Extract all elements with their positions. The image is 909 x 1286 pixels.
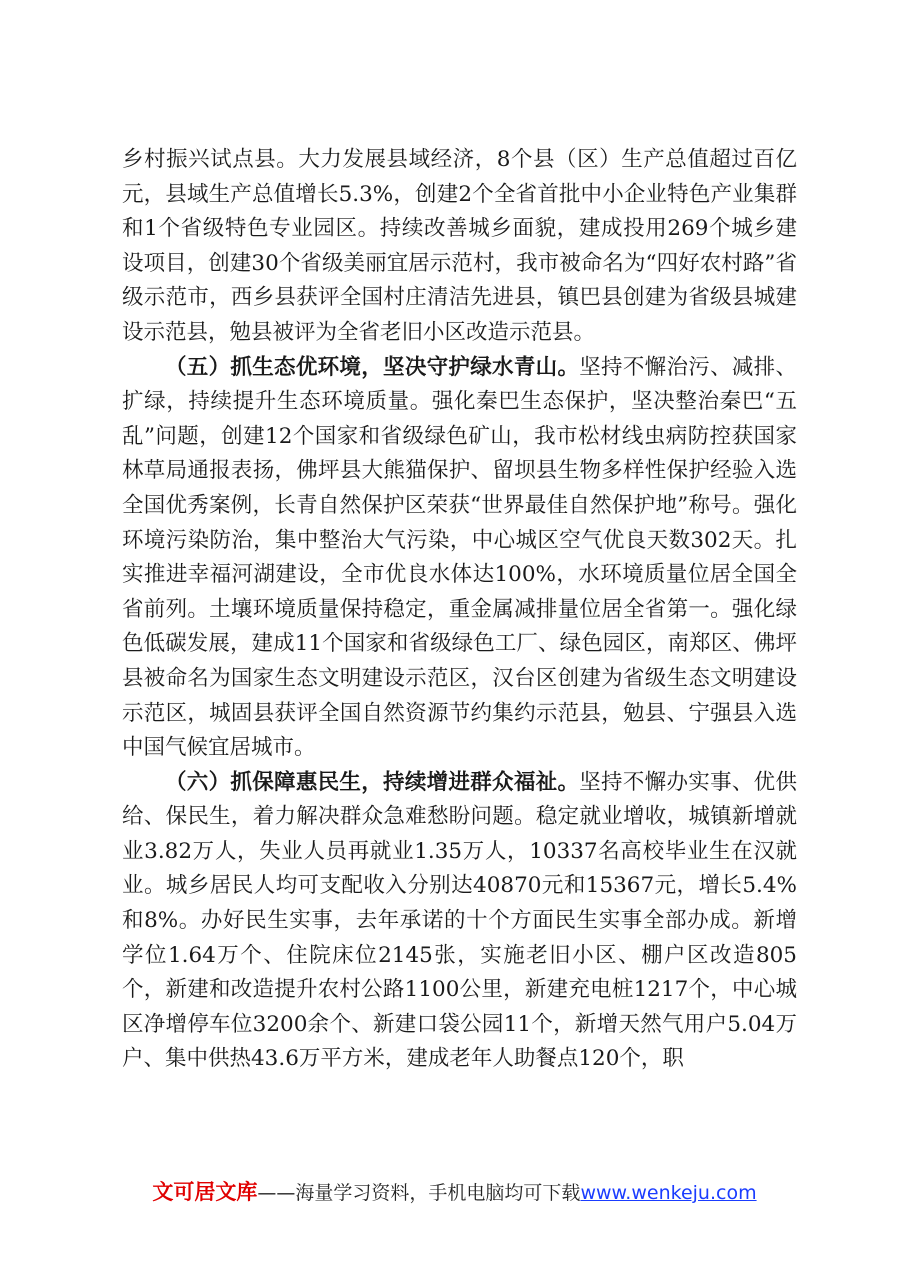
section-heading-6: （六）抓保障惠民生，持续增进群众福祉。 xyxy=(165,769,580,795)
paragraph-2 xyxy=(122,351,797,766)
paragraph-3-text: 坚持不懈办实事、优供给、保民生，着力解决群众急难愁盼问题。稳定就业增收，城镇新增就业3.82万人，失业人员再就业1.35万人，10337名高校毕业生在汉就业。城乡居民人均可支配收入分别达40870元和15367元，增长5.4%和8%。办好民生实事，去年承诺的十个方面民生实事全部办成。新增学位1.64万个、住院床位2145张，实施老旧小区、棚户区改造805个，新建和改造提升农村公路1100公里，新建充电桩1217个，中心城区净增停车位3200余个、新建口袋公园11个，新增天然气用户5.04万户、集中供热43.6万平方米，建成老年人助餐点120个，职 xyxy=(122,769,797,1072)
footer-separator: —— xyxy=(257,1182,296,1204)
document-body xyxy=(122,143,797,1077)
paragraph-3 xyxy=(122,766,797,1077)
footer-brand: 文可居文库 xyxy=(152,1180,258,1204)
paragraph-2-text: 坚持不懈治污、减排、扩绿，持续提升生态环境质量。强化秦巴生态保护，坚决整治秦巴“五乱”问题，创建12个国家和省级绿色矿山，我市松材线虫病防控获国家林草局通报表扬，佛坪县大熊猫保护、留坝县生物多样性保护经验入选全国优秀案例，长青自然保护区荣获“世界最佳自然保护地”称号。强化环境污染防治，集中整治大气污染，中心城区空气优良天数302天。扎实推进幸福河湖建设，全市优良水体达100%，水环境质量位居全国全省前列。土壤环境质量保持稳定，重金属减排量位居全省第一。强化绿色低碳发展，建成11个国家和省级绿色工厂、绿色园区，南郑区、佛坪县被命名为国家生态文明建设示范区，汉台区创建为省级生态文明建设示范区，城固县获评全国自然资源节约集约示范县，勉县、宁强县入选中国气候宜居城市。 xyxy=(122,354,797,761)
footer-banner xyxy=(0,1176,909,1206)
paragraph-1 xyxy=(122,143,797,351)
paragraph-1-text: 乡村振兴试点县。大力发展县域经济，8个县（区）生产总值超过百亿元，县域生产总值增长5.3%，创建2个全省首批中小企业特色产业集群和1个省级特色专业园区。持续改善城乡面貌，建成投用269个城乡建设项目，创建30个省级美丽宜居示范村，我市被命名为“四好农村路”省级示范市，西乡县获评全国村庄清洁先进县，镇巴县创建为省级县城建设示范县，勉县被评为全省老旧小区改造示范县。 xyxy=(122,147,797,345)
section-heading-5: （五）抓生态优环境，坚决守护绿水青山。 xyxy=(165,354,580,380)
footer-description: 海量学习资料，手机电脑均可下载 xyxy=(295,1182,581,1204)
footer-link[interactable]: www.wenkeju.com xyxy=(580,1182,757,1204)
